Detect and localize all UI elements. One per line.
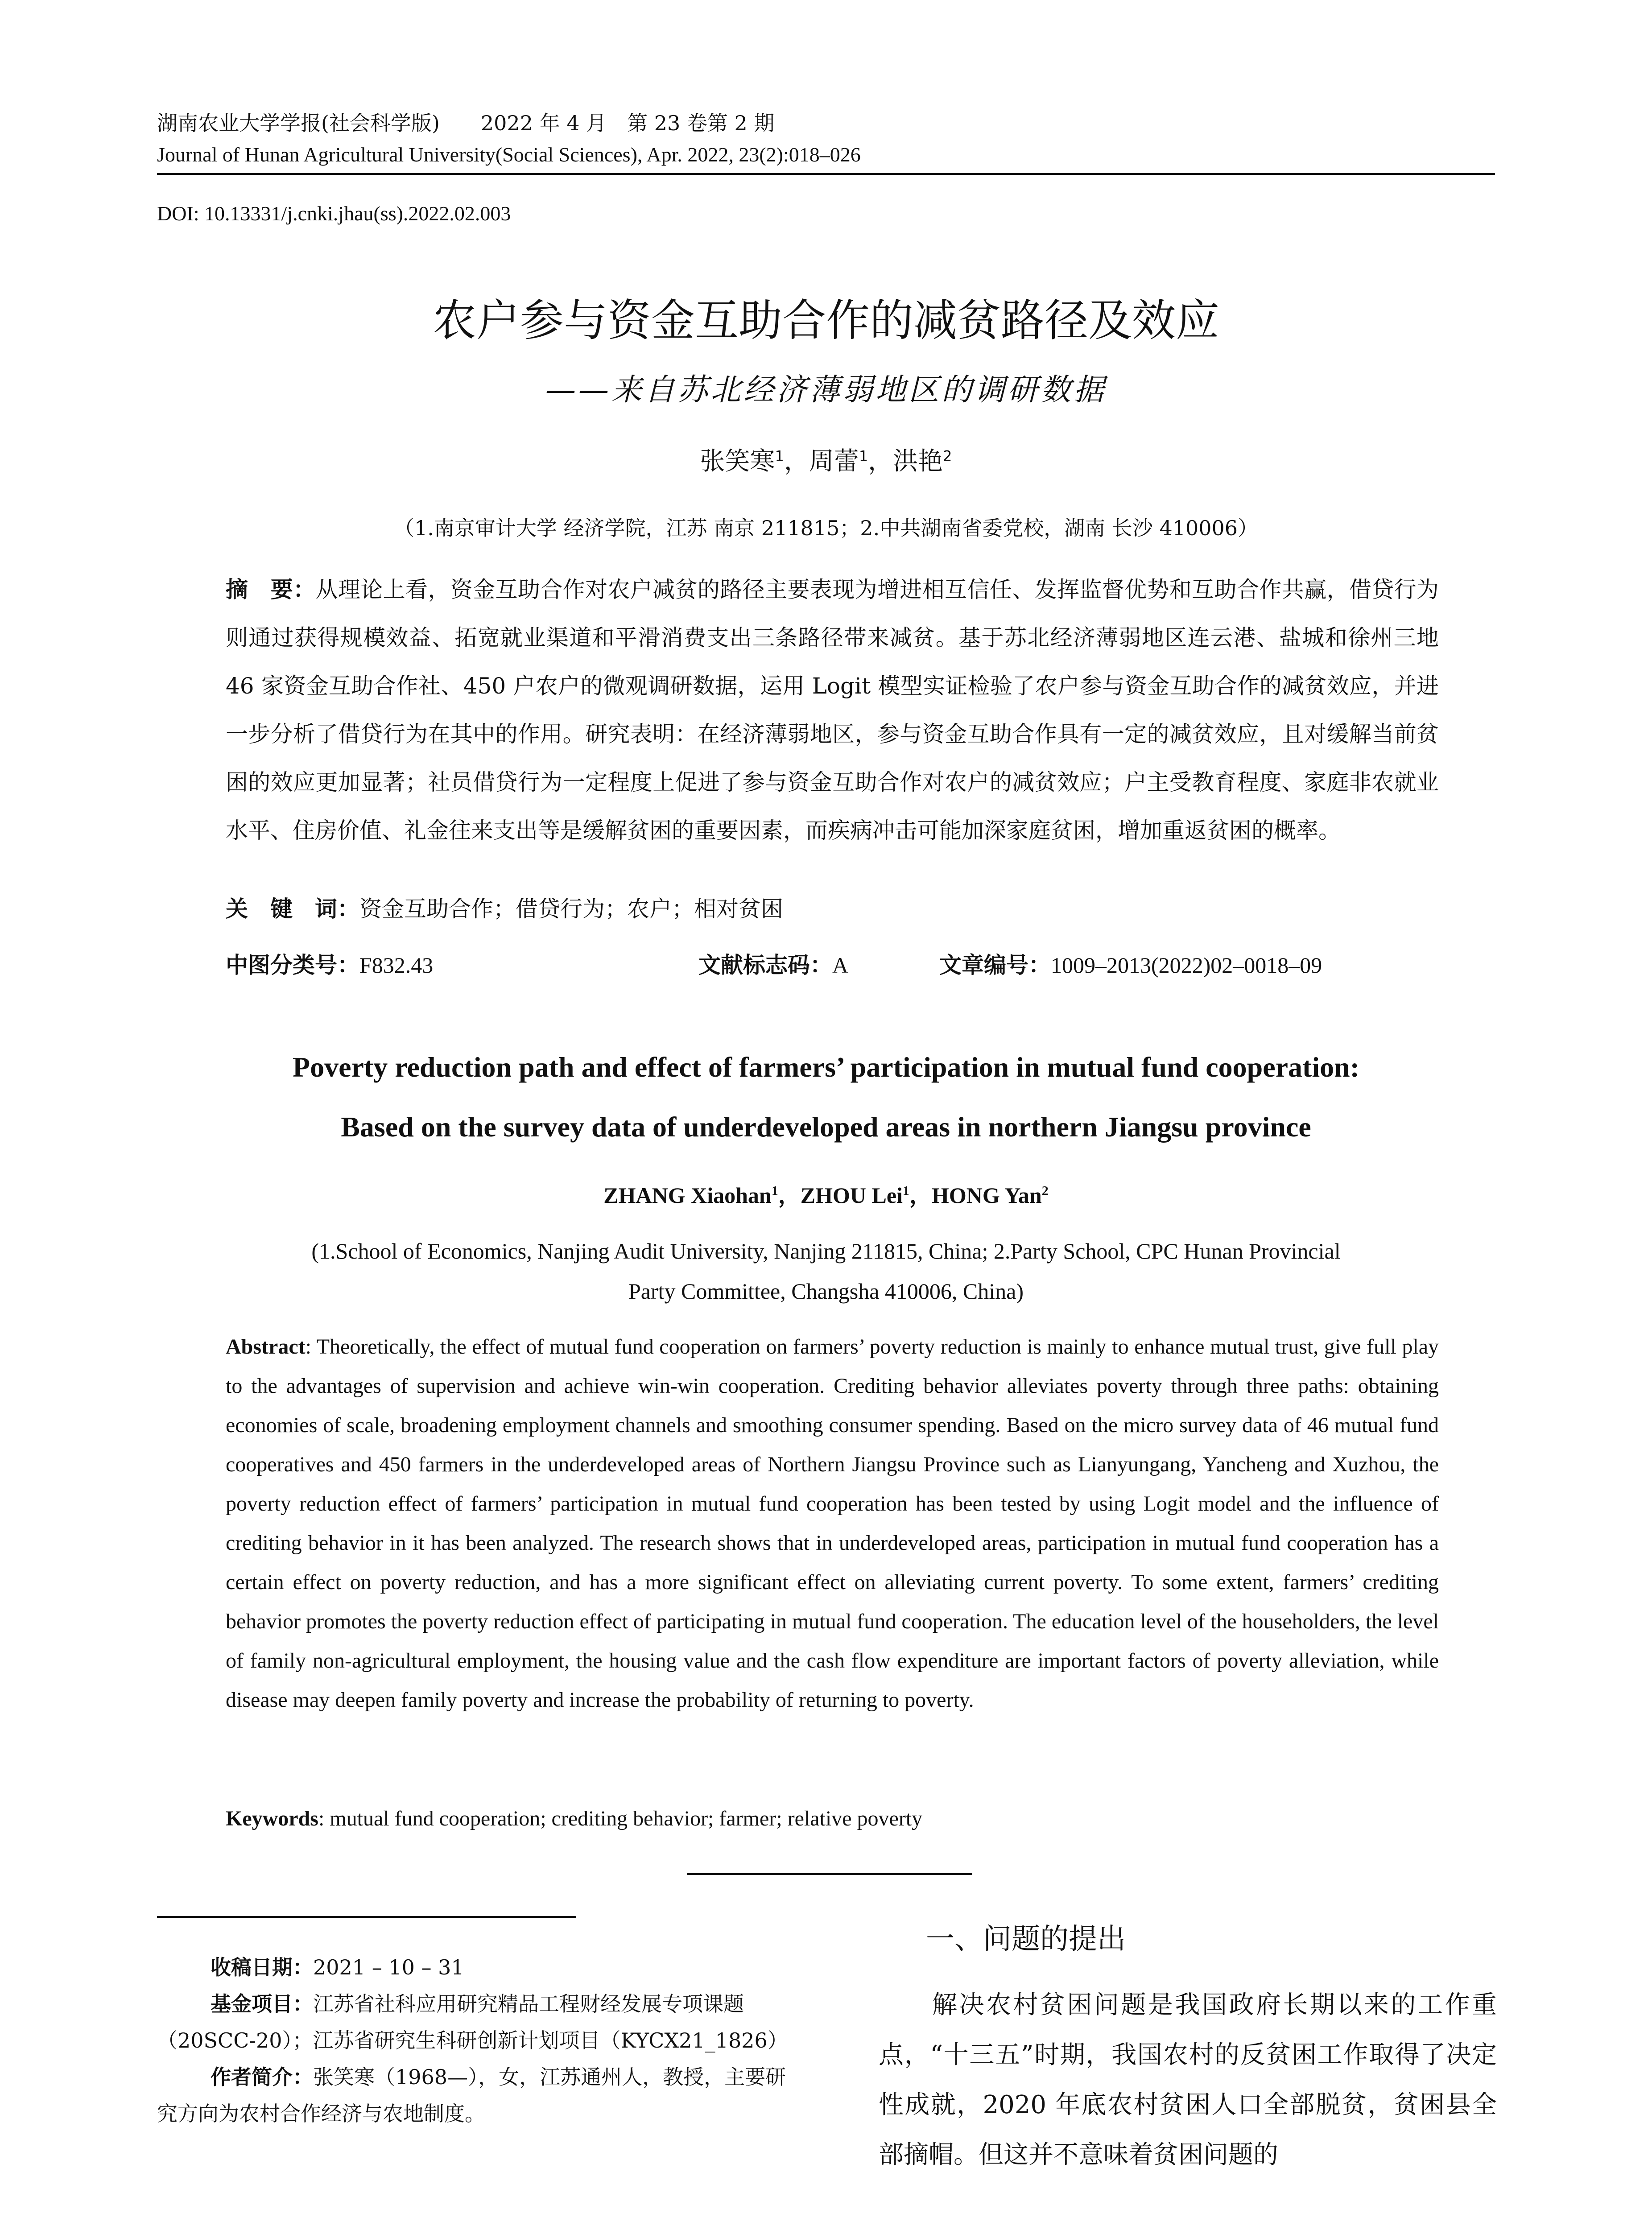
fund-text: 江苏省社科应用研究精品工程财经发展专项课题（20SCC-20）；江苏省研究生科研创新计划项目（KYCX21_1826） bbox=[157, 1992, 788, 2052]
abstract-label-zh: 摘 要： bbox=[226, 577, 316, 603]
article-number bbox=[939, 947, 1322, 979]
article-number-label: 文章编号： bbox=[939, 952, 1051, 978]
author-zh-name: 周蕾 bbox=[809, 447, 859, 476]
affiliation-zh: （1.南京审计大学 经济学院，江苏 南京 211815；2.中共湖南省委党校，湖南 长沙 410006） bbox=[393, 516, 1259, 540]
author-zh-name: 洪艳 bbox=[893, 447, 943, 476]
keywords-label-en: Keywords bbox=[226, 1807, 318, 1830]
footnote-received bbox=[157, 1949, 799, 1986]
author-bio-text: 张笑寒（1968—），女，江苏通州人，教授，主要研究方向为农村合作经济与农地制度。 bbox=[157, 2065, 786, 2126]
author-en-separator: ， bbox=[778, 1183, 801, 1208]
section-heading: 一、问题的提出 bbox=[926, 1923, 1126, 1956]
author-en-name: ZHANG Xiaohan bbox=[603, 1183, 772, 1208]
doc-code-label: 文献标志码： bbox=[698, 952, 832, 978]
author-zh-separator: ， bbox=[868, 447, 893, 476]
abstract-label-en: Abstract bbox=[226, 1335, 306, 1359]
affiliation-en-line2: Party Committee, Changsha 410006, China) bbox=[628, 1279, 1024, 1304]
authors-zh bbox=[0, 442, 1652, 477]
affiliation-en-line1: (1.School of Economics, Nanjing Audit University, Nanjing 211815, China; 2.Party School, CPC Hunan Provincial bbox=[311, 1239, 1341, 1264]
journal-header-en: Journal of Hunan Agricultural University(Social Sciences), Apr. 2022, 23(2):018–026 bbox=[157, 143, 861, 166]
keywords-text-en: : mutual fund cooperation; crediting behavior; farmer; relative poverty bbox=[318, 1807, 923, 1830]
author-zh-affiliation-mark: 1 bbox=[775, 447, 784, 465]
author-en-affiliation-mark: 1 bbox=[902, 1183, 909, 1198]
abstract-text-zh: 从理论上看，资金互助合作对农户减贫的路径主要表现为增进相互信任、发挥监督优势和互助合作共赢，借贷行为则通过获得规模效益、拓宽就业渠道和平滑消费支出三条路径带来减贫。基于苏北经济薄弱地区连云港、盐城和徐州三地 46 家资金互助合作社、450 户农户的微观调研数据，运用 Logit 模型实证检验了农户参与资金互助合作的减贫效应，并进一步分析了借贷行为在其中的作用。研究表明：在经济薄弱地区，参与资金互助合作具有一定的减贫效应，且对缓解当前贫困的效应更加显著；社员借贷行为一定程度上促进了参与资金互助合作对农户的减贫效应；户主受教育程度、家庭非农就业水平、住房价值、礼金往来支出等是缓解贫困的重要因素，而疾病冲击可能加深家庭贫困，增加重返贫困的概率。 bbox=[226, 577, 1439, 843]
clc-value: F832.43 bbox=[359, 953, 434, 978]
subtitle-en: Based on the survey data of underdeveloped areas in northern Jiangsu province bbox=[341, 1111, 1311, 1143]
footnote-fund bbox=[157, 1986, 799, 2059]
abstract-en bbox=[226, 1327, 1439, 1720]
abstract-text-en: : Theoretically, the effect of mutual fund cooperation on farmers’ poverty reduction is mainly to enhance mutual trust, give full play to the advantages of supervision and achieve win-win cooperation. Crediting behavior alleviates poverty through three paths: obtaining economies of scale, broadening employment channels and smoothing consumer spending. Based on the micro survey data of 46 mutual fund cooperatives and 450 farmers in the underdeveloped areas of Northern Jiangsu Province such as Lianyungang, Yancheng and Xuzhou, the poverty reduction effect of farmers’ participation in mutual fund cooperation has been tested by using Logit model and the influence of crediting behavior in it has been analyzed. The research shows that in underdeveloped areas, participation in mutual fund cooperation has a certain effect on poverty reduction, and has a more significant effect on alleviating current poverty. To some extent, farmers’ crediting behavior promotes the poverty reduction effect of participating in mutual fund cooperation. The education level of the householders, the level of family non-agricultural employment, the housing value and the cash flow expenditure are important factors of poverty alleviation, while disease may deepen family poverty and increase the probability of returning to poverty. bbox=[226, 1335, 1439, 1712]
author-en-affiliation-mark: 2 bbox=[1041, 1183, 1049, 1198]
received-label: 收稿日期： bbox=[211, 1955, 313, 1979]
author-bio-label: 作者简介： bbox=[211, 2065, 313, 2089]
author-zh-name: 张笑寒 bbox=[700, 447, 775, 476]
footnote-rule bbox=[157, 1916, 576, 1918]
doi[interactable]: DOI: 10.13331/j.cnki.jhau(ss).2022.02.003 bbox=[157, 202, 511, 225]
subtitle-zh: ——来自苏北经济薄弱地区的调研数据 bbox=[545, 372, 1107, 408]
footnote-author bbox=[157, 2059, 799, 2132]
fund-label: 基金项目： bbox=[211, 1992, 313, 2016]
section-body: 解决农村贫困问题是我国政府长期以来的工作重点，“十三五”时期，我国农村的反贫困工作取得了决定性成就，2020 年底农村贫困人口全部脱贫，贫困县全部摘帽。但这并不意味着贫困问题的 bbox=[879, 1990, 1497, 2169]
article-number-value: 1009–2013(2022)02–0018–09 bbox=[1051, 953, 1322, 978]
received-date: 2021 – 10 – 31 bbox=[313, 1955, 464, 1979]
author-en-name: ZHOU Lei bbox=[800, 1183, 903, 1208]
author-zh-affiliation-mark: 1 bbox=[859, 447, 868, 465]
author-en-separator: ， bbox=[909, 1183, 932, 1208]
header-rule bbox=[157, 173, 1495, 175]
title-en: Poverty reduction path and effect of farmers’ participation in mutual fund cooperation: bbox=[292, 1051, 1360, 1083]
author-en-affiliation-mark: 1 bbox=[771, 1183, 778, 1198]
author-zh-affiliation-mark: 2 bbox=[943, 447, 952, 465]
clc-number bbox=[226, 947, 433, 979]
doc-code-value: A bbox=[832, 953, 849, 978]
keywords-zh bbox=[226, 891, 783, 923]
author-zh-separator: ， bbox=[784, 447, 809, 476]
affiliation-en bbox=[0, 1231, 1652, 1311]
keywords-en bbox=[226, 1806, 922, 1831]
abstract-zh bbox=[226, 566, 1439, 855]
clc-label: 中图分类号： bbox=[226, 952, 359, 978]
title-zh: 农户参与资金互助合作的减贫路径及效应 bbox=[432, 295, 1219, 346]
author-en-name: HONG Yan bbox=[931, 1183, 1042, 1208]
journal-header-zh: 湖南农业大学学报(社会科学版) 2022 年 4 月 第 23 卷第 2 期 bbox=[157, 111, 775, 135]
footnotes bbox=[157, 1949, 799, 2132]
doc-code bbox=[698, 947, 848, 979]
section-divider bbox=[687, 1873, 972, 1875]
authors-en bbox=[0, 1177, 1652, 1210]
keywords-text-zh: 资金互助合作；借贷行为；农户；相对贫困 bbox=[359, 896, 783, 922]
keywords-label-zh: 关 键 词： bbox=[226, 896, 359, 922]
